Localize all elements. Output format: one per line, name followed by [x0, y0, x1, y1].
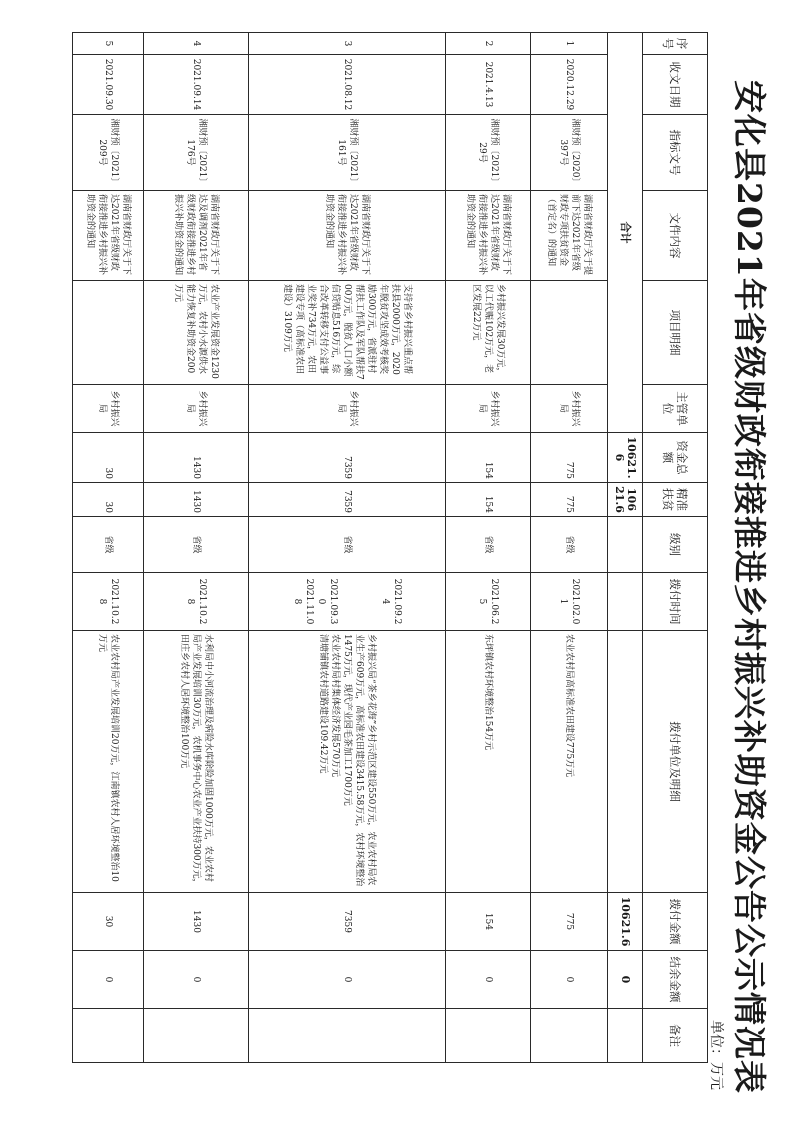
total-balance: 0 [608, 951, 643, 1009]
row-project: 乡村振兴发展30万元，以工代赈102万元，老区发展22万元 [446, 281, 531, 385]
row-time: 2021.06.25 [446, 573, 531, 631]
row-time: 2021.02.01 [531, 573, 608, 631]
row-time-spacer [339, 576, 379, 627]
header-balance: 结余金额 [643, 951, 708, 1009]
row-seq: 1 [531, 33, 608, 55]
row-paid: 7359 [249, 893, 446, 951]
header-pay-detail: 拨付单位及明细 [643, 631, 708, 893]
row-paid: 30 [73, 893, 144, 951]
row-content: 湖南省财政厅关于下达2021年省级财政衔接推进乡村振兴补助资金的通知 [249, 191, 446, 281]
row-time [249, 573, 446, 631]
header-remark: 备注 [643, 1009, 708, 1063]
row-balance: 0 [446, 951, 531, 1009]
row-seq: 4 [144, 33, 249, 55]
row-remark [249, 1009, 446, 1063]
header-time: 拨付时间 [643, 573, 708, 631]
row-project: 农业产业发展资金1230万元，农村小水源供水能力恢复补助资金200万元 [144, 281, 249, 385]
header-doc-no: 指标文号 [643, 115, 708, 191]
row-seq: 3 [249, 33, 446, 55]
row-balance: 0 [249, 951, 446, 1009]
row-pay-detail-line: 乡村振兴局“茶乡花海”乡村示范区建设550万元，农业农村局农业生产609万元，高标准农田建设3415.58万元，农村环境整治1475万元，现代产业园毛茶加工1700万元 [342, 634, 376, 887]
row-level: 省级 [249, 517, 446, 573]
row-balance: 0 [531, 951, 608, 1009]
total-remark [608, 1009, 643, 1063]
header-precise: 精准扶贫 [643, 483, 708, 517]
document-title: 安化县2021年省级财政衔接推进乡村振兴补助资金公告公示情况表 [730, 80, 769, 1094]
row-time-entry: 2021.11.08 [292, 578, 314, 625]
row-doc-no: 湘财预〔2021〕161号 [249, 115, 446, 191]
table-row [73, 33, 144, 1063]
row-project: 支持省乡村振兴重点帮扶县2000万元，2020年脱贫攻坚成效考核奖励300万元，省派驻村帮扶工作队及军队帮扶700万元，脱贫人口小额信贷贴息516万元，综合改革转移支付公益事业奖补734万元，农田建设专项（高标准农田建设）3109万元 [249, 281, 446, 385]
row-balance: 0 [144, 951, 249, 1009]
row-dept: 乡村振兴局 [249, 385, 446, 433]
total-precise: 10621.6 [608, 483, 643, 517]
row-pay-detail: 水利局中小河流治理及病险水库除险加固1000万元，农业农村局产业发展培训30万元，农机事务中心农业产业扶持300万元，田庄乡农村人居环境整治100万元 [144, 631, 249, 893]
row-remark [73, 1009, 144, 1063]
row-doc-no: 湘财预〔2020〕397号 [531, 115, 608, 191]
row-total: 30 [73, 433, 144, 483]
header-row [643, 33, 708, 1063]
fund-table [72, 32, 708, 1063]
row-paid: 775 [531, 893, 608, 951]
header-date: 收文日期 [643, 55, 708, 115]
row-dept: 乡村振兴局 [144, 385, 249, 433]
row-dept: 乡村振兴局 [531, 385, 608, 433]
row-precise: 154 [446, 483, 531, 517]
row-pay-detail-line: 农业农村局村集体经济发展570万元 [330, 634, 340, 778]
total-pay-detail [608, 631, 643, 893]
row-remark [446, 1009, 531, 1063]
row-time: 2021.10.28 [73, 573, 144, 631]
row-precise: 30 [73, 483, 144, 517]
row-seq: 5 [73, 33, 144, 55]
row-total: 154 [446, 433, 531, 483]
row-time-entry: 2021.09.24 [380, 578, 402, 625]
header-seq: 序号 [643, 33, 708, 55]
row-remark [144, 1009, 249, 1063]
row-doc-no: 湘财预〔2021〕29号 [446, 115, 531, 191]
header-project: 项目明细 [643, 281, 708, 385]
row-remark [531, 1009, 608, 1063]
row-date: 2021.4.13 [446, 55, 531, 115]
row-level: 省级 [446, 517, 531, 573]
row-project [531, 281, 608, 385]
row-content: 湖南省财政厅关于下达2021年省级财政衔接推进乡村振兴补助资金的通知 [446, 191, 531, 281]
row-pay-detail: 农业农村局产业发展培训20万元，江南镇农村人居环境整治10万元 [73, 631, 144, 893]
row-pay-detail: 农业农村局高标准农田建设775万元 [531, 631, 608, 893]
total-paid: 10621.6 [608, 893, 643, 951]
row-paid: 154 [446, 893, 531, 951]
row-doc-no: 湘财预〔2021〕209号 [73, 115, 144, 191]
header-paid: 拨付金额 [643, 893, 708, 951]
table-row [446, 33, 531, 1063]
row-pay-detail: 东坪镇农村环境整治154万元 [446, 631, 531, 893]
row-dept: 乡村振兴局 [446, 385, 531, 433]
row-total: 1430 [144, 433, 249, 483]
total-time [608, 573, 643, 631]
row-seq: 2 [446, 33, 531, 55]
unit-label: 单位：万元 [708, 1020, 724, 1090]
header-dept: 主管单位 [643, 385, 708, 433]
header-total: 资金总额 [643, 433, 708, 483]
row-date: 2021.08.12 [249, 55, 446, 115]
table-row [249, 33, 446, 1063]
row-total: 775 [531, 433, 608, 483]
row-level: 省级 [73, 517, 144, 573]
total-label: 合计 [608, 33, 643, 433]
row-time-entry: 2021.09.30 [316, 578, 338, 625]
row-precise: 775 [531, 483, 608, 517]
row-date: 2021.09.14 [144, 55, 249, 115]
row-content: 湖南省财政厅关于下达2021年省级财政衔接推进乡村振兴补助资金的通知 [73, 191, 144, 281]
row-level: 省级 [531, 517, 608, 573]
row-date: 2021.09.30 [73, 55, 144, 115]
row-content: 湖南省财政厅关于下达及调剂2021年省级财政衔接推进乡村振兴补助资金的通知 [144, 191, 249, 281]
row-precise: 1430 [144, 483, 249, 517]
row-content: 湖南省财政厅关于提前下达2021年省级财政专项扶贫资金（首定名）的通知 [531, 191, 608, 281]
total-row [608, 33, 643, 1063]
row-total: 7359 [249, 433, 446, 483]
table-row [531, 33, 608, 1063]
row-pay-detail-line: 清塘铺镇农村道路建设109.42万元 [318, 634, 328, 774]
row-doc-no: 湘财预〔2021〕176号 [144, 115, 249, 191]
header-level: 级别 [643, 517, 708, 573]
table-row [144, 33, 249, 1063]
row-pay-detail [249, 631, 446, 893]
row-balance: 0 [73, 951, 144, 1009]
total-level [608, 517, 643, 573]
row-paid: 1430 [144, 893, 249, 951]
row-project [73, 281, 144, 385]
row-level: 省级 [144, 517, 249, 573]
row-precise: 7359 [249, 483, 446, 517]
row-time: 2021.10.28 [144, 573, 249, 631]
header-content: 文件内容 [643, 191, 708, 281]
row-dept: 乡村振兴局 [73, 385, 144, 433]
row-date: 2020.12.29 [531, 55, 608, 115]
total-amount: 10621.6 [608, 433, 643, 483]
